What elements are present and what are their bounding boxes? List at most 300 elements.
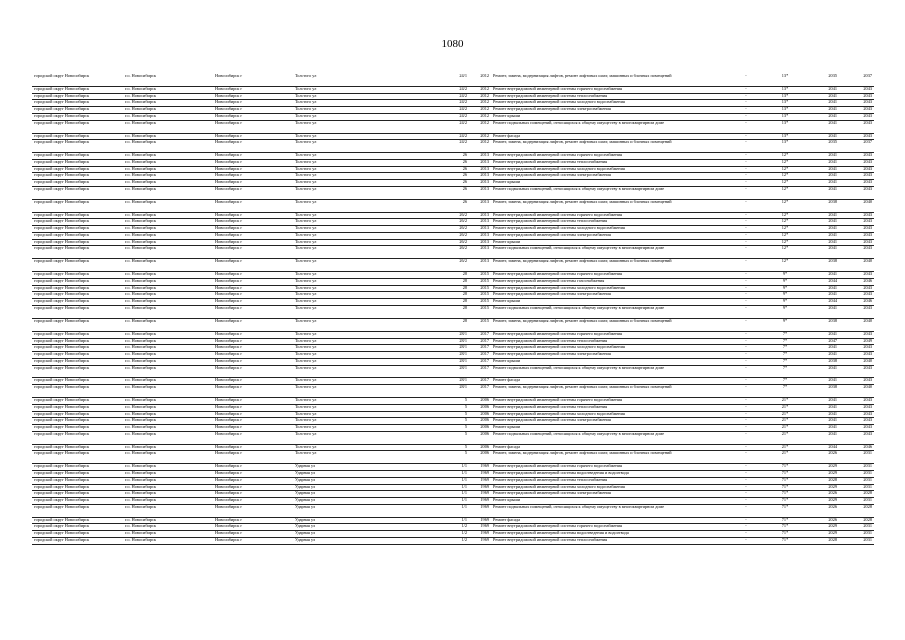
work-type-cell: Ремонт подвальных помещений, относящихся к общему имуществу в многоквартирном доме [491,431,727,444]
build-year-cell: 1969 [469,498,491,505]
street-cell: Толстого ул [293,186,427,199]
wear-percent-cell: 13* [765,120,805,133]
wear-percent-cell: 12* [765,259,805,272]
end-year-cell: 2031 [839,464,874,471]
dash-cell: - [727,107,765,114]
table-row [32,451,874,464]
work-type-cell: Ремонт подвальных помещений, относящихся к общему имуществу в многоквартирном доме [491,365,727,378]
wear-percent-cell: 7* [765,345,805,352]
dash-cell: - [727,239,765,246]
district-cell: городской округ Новосибирск [32,278,123,285]
end-year-cell: 2043 [839,418,874,425]
build-year-cell: 2013 [469,153,491,160]
start-year-cell: 2029 [805,524,839,531]
table-row [32,358,874,365]
build-year-cell: 2017 [469,358,491,365]
district-cell: городской округ Новосибирск [32,431,123,444]
house-number-cell: 28/1 [427,358,469,365]
wear-percent-cell: 12* [765,186,805,199]
municipality-cell: г.о. Новосибирск [123,345,213,352]
house-number-cell: 5 [427,425,469,432]
work-type-cell: Ремонт внутридомовой инженерной системы электроснабжения [491,292,727,299]
house-number-cell: 28 [427,272,469,279]
house-number-cell: 1/1 [427,471,469,478]
house-number-cell: 28 [427,292,469,299]
district-cell: городской округ Новосибирск [32,107,123,114]
district-cell: городской округ Новосибирск [32,120,123,133]
city-cell: Новосибирск г [213,451,293,464]
house-number-cell: 28 [427,318,469,331]
house-number-cell: 1/2 [427,524,469,531]
end-year-cell: 2040 [839,385,874,398]
start-year-cell: 2041 [805,378,839,385]
start-year-cell: 2041 [805,107,839,114]
wear-percent-cell: 21* [765,404,805,411]
wear-percent-cell: 7* [765,352,805,359]
start-year-cell: 2041 [805,120,839,133]
municipality-cell: г.о. Новосибирск [123,491,213,498]
house-number-cell: 5 [427,431,469,444]
district-cell: городской округ Новосибирск [32,232,123,239]
end-year-cell: 2037 [839,140,874,153]
municipality-cell: г.о. Новосибирск [123,113,213,120]
dash-cell: - [727,305,765,318]
build-year-cell: 2012 [469,120,491,133]
city-cell: Новосибирск г [213,272,293,279]
start-year-cell: 2041 [805,232,839,239]
street-cell: Толстого ул [293,107,427,114]
build-year-cell: 2013 [469,212,491,219]
end-year-cell: 2043 [839,186,874,199]
street-cell: Толстого ул [293,226,427,233]
dash-cell: - [727,159,765,166]
house-number-cell: 1/1 [427,477,469,484]
municipality-cell: г.о. Новосибирск [123,173,213,180]
city-cell: Новосибирск г [213,517,293,524]
start-year-cell: 2028 [805,537,839,544]
work-type-cell: Ремонт, замена, модернизация лифтов, ремонт лифтовых шахт, машинных и блочных помещений [491,451,727,464]
start-year-cell: 2029 [805,498,839,505]
table-row [32,166,874,173]
build-year-cell: 2013 [469,166,491,173]
wear-percent-cell: 13* [765,86,805,93]
wear-percent-cell: 21* [765,425,805,432]
house-number-cell: 28/1 [427,331,469,338]
build-year-cell: 1969 [469,504,491,517]
street-cell: Толстого ул [293,431,427,444]
start-year-cell: 2041 [805,305,839,318]
city-cell: Новосибирск г [213,471,293,478]
build-year-cell: 2017 [469,378,491,385]
table-row [32,133,874,140]
street-cell: Ударная ул [293,517,427,524]
city-cell: Новосибирск г [213,278,293,285]
table-row [32,425,874,432]
end-year-cell: 2028 [839,517,874,524]
district-cell: городской округ Новосибирск [32,318,123,331]
table-row [32,180,874,187]
district-cell: городской округ Новосибирск [32,166,123,173]
build-year-cell: 2012 [469,100,491,107]
build-year-cell: 2015 [469,292,491,299]
build-year-cell: 2012 [469,74,491,86]
end-year-cell: 2040 [839,199,874,212]
house-number-cell: 24/2 [427,140,469,153]
district-cell: городской округ Новосибирск [32,498,123,505]
municipality-cell: г.о. Новосибирск [123,524,213,531]
start-year-cell: 2047 [805,338,839,345]
district-cell: городской округ Новосибирск [32,285,123,292]
table-row [32,305,874,318]
end-year-cell: 2043 [839,352,874,359]
table-body [32,74,874,544]
table-row [32,159,874,166]
municipality-cell: г.о. Новосибирск [123,451,213,464]
build-year-cell: 2013 [469,180,491,187]
district-cell: городской округ Новосибирск [32,239,123,246]
table-row [32,464,874,471]
municipality-cell: г.о. Новосибирск [123,365,213,378]
house-number-cell: 28 [427,278,469,285]
end-year-cell: 2043 [839,345,874,352]
district-cell: городской округ Новосибирск [32,491,123,498]
district-cell: городской округ Новосибирск [32,299,123,306]
house-number-cell: 26/2 [427,219,469,226]
street-cell: Ударная ул [293,524,427,531]
work-type-cell: Ремонт фасада [491,133,727,140]
district-cell: городской округ Новосибирск [32,212,123,219]
dash-cell: - [727,180,765,187]
end-year-cell: 2046 [839,278,874,285]
house-number-cell: 26/2 [427,239,469,246]
street-cell: Толстого ул [293,259,427,272]
city-cell: Новосибирск г [213,378,293,385]
city-cell: Новосибирск г [213,86,293,93]
start-year-cell: 2041 [805,365,839,378]
district-cell: городской округ Новосибирск [32,418,123,425]
build-year-cell: 2017 [469,345,491,352]
district-cell: городской округ Новосибирск [32,86,123,93]
start-year-cell: 2041 [805,345,839,352]
work-type-cell: Ремонт внутридомовой инженерной системы горячего водоснабжения [491,272,727,279]
dash-cell: - [727,471,765,478]
start-year-cell: 2041 [805,285,839,292]
street-cell: Толстого ул [293,305,427,318]
street-cell: Толстого ул [293,100,427,107]
build-year-cell: 2012 [469,107,491,114]
start-year-cell: 2041 [805,186,839,199]
dash-cell: - [727,219,765,226]
wear-percent-cell: 71* [765,477,805,484]
build-year-cell: 2013 [469,219,491,226]
city-cell: Новосибирск г [213,246,293,259]
city-cell: Новосибирск г [213,425,293,432]
district-cell: городской округ Новосибирск [32,398,123,405]
end-year-cell: 2040 [839,358,874,365]
start-year-cell: 2038 [805,318,839,331]
work-type-cell: Ремонт, замена, модернизация лифтов, ремонт лифтовых шахт, машинных и блочных помещений [491,199,727,212]
work-type-cell: Ремонт внутридомовой инженерной системы газоснабжения [491,278,727,285]
end-year-cell: 2043 [839,180,874,187]
street-cell: Толстого ул [293,272,427,279]
start-year-cell: 2035 [805,74,839,86]
end-year-cell: 2043 [839,133,874,140]
end-year-cell: 2040 [839,318,874,331]
work-type-cell: Ремонт подвальных помещений, относящихся к общему имуществу в многоквартирном доме [491,120,727,133]
end-year-cell: 2043 [839,411,874,418]
wear-percent-cell: 7* [765,331,805,338]
street-cell: Толстого ул [293,444,427,451]
build-year-cell: 2006 [469,404,491,411]
city-cell: Новосибирск г [213,484,293,491]
wear-percent-cell: 12* [765,226,805,233]
street-cell: Толстого ул [293,365,427,378]
house-number-cell: 24/2 [427,100,469,107]
wear-percent-cell: 21* [765,444,805,451]
work-type-cell: Ремонт внутридомовой инженерной системы электроснабжения [491,352,727,359]
start-year-cell: 2041 [805,411,839,418]
wear-percent-cell: 7* [765,378,805,385]
house-number-cell: 26/2 [427,226,469,233]
start-year-cell: 2038 [805,385,839,398]
start-year-cell: 2041 [805,431,839,444]
table-row [32,378,874,385]
end-year-cell: 2046 [839,444,874,451]
city-cell: Новосибирск г [213,113,293,120]
city-cell: Новосибирск г [213,153,293,160]
house-number-cell: 26/2 [427,232,469,239]
work-type-cell: Ремонт внутридомовой инженерной системы горячего водоснабжения [491,524,727,531]
district-cell: городской округ Новосибирск [32,537,123,544]
city-cell: Новосибирск г [213,186,293,199]
dash-cell: - [727,464,765,471]
street-cell: Толстого ул [293,159,427,166]
city-cell: Новосибирск г [213,299,293,306]
city-cell: Новосибирск г [213,212,293,219]
house-number-cell: 5 [427,404,469,411]
district-cell: городской округ Новосибирск [32,186,123,199]
table-row [32,524,874,531]
district-cell: городской округ Новосибирск [32,385,123,398]
table-row [32,278,874,285]
district-cell: городской округ Новосибирск [32,444,123,451]
house-number-cell: 26/2 [427,246,469,259]
municipality-cell: г.о. Новосибирск [123,305,213,318]
end-year-cell: 2043 [839,246,874,259]
dash-cell: - [727,444,765,451]
wear-percent-cell: 71* [765,491,805,498]
municipality-cell: г.о. Новосибирск [123,166,213,173]
build-year-cell: 1969 [469,537,491,544]
city-cell: Новосибирск г [213,345,293,352]
table-row [32,93,874,100]
district-cell: городской округ Новосибирск [32,113,123,120]
work-type-cell: Ремонт внутридомовой инженерной системы горячего водоснабжения [491,331,727,338]
work-type-cell: Ремонт внутридомовой инженерной системы холодного водоснабжения [491,411,727,418]
street-cell: Толстого ул [293,86,427,93]
wear-percent-cell: 7* [765,338,805,345]
build-year-cell: 2015 [469,278,491,285]
end-year-cell: 2043 [839,378,874,385]
wear-percent-cell: 7* [765,385,805,398]
end-year-cell: 2043 [839,86,874,93]
table-row [32,365,874,378]
municipality-cell: г.о. Новосибирск [123,153,213,160]
city-cell: Новосибирск г [213,199,293,212]
wear-percent-cell: 9* [765,305,805,318]
city-cell: Новосибирск г [213,173,293,180]
dash-cell: - [727,285,765,292]
wear-percent-cell: 21* [765,411,805,418]
wear-percent-cell: 7* [765,365,805,378]
work-type-cell: Ремонт крыши [491,180,727,187]
end-year-cell: 2043 [839,113,874,120]
start-year-cell: 2041 [805,352,839,359]
end-year-cell: 2043 [839,166,874,173]
district-cell: городской округ Новосибирск [32,305,123,318]
work-type-cell: Ремонт внутридомовой инженерной системы горячего водоснабжения [491,212,727,219]
dash-cell: - [727,259,765,272]
work-type-cell: Ремонт крыши [491,358,727,365]
wear-percent-cell: 9* [765,292,805,299]
house-number-cell: 28/1 [427,345,469,352]
house-number-cell: 24/2 [427,120,469,133]
municipality-cell: г.о. Новосибирск [123,352,213,359]
street-cell: Толстого ул [293,451,427,464]
wear-percent-cell: 71* [765,531,805,538]
dash-cell: - [727,491,765,498]
start-year-cell: 2041 [805,292,839,299]
street-cell: Толстого ул [293,285,427,292]
build-year-cell: 2015 [469,305,491,318]
district-cell: городской округ Новосибирск [32,133,123,140]
table-row [32,153,874,160]
wear-percent-cell: 12* [765,232,805,239]
street-cell: Толстого ул [293,246,427,259]
municipality-cell: г.о. Новосибирск [123,232,213,239]
municipality-cell: г.о. Новосибирск [123,471,213,478]
district-cell: городской округ Новосибирск [32,93,123,100]
house-number-cell: 28/1 [427,352,469,359]
start-year-cell: 2026 [805,504,839,517]
work-type-cell: Ремонт внутридомовой инженерной системы теплоснабжения [491,338,727,345]
table-row [32,484,874,491]
end-year-cell: 2043 [839,173,874,180]
dash-cell: - [727,331,765,338]
wear-percent-cell: 71* [765,471,805,478]
house-number-cell: 26 [427,159,469,166]
city-cell: Новосибирск г [213,180,293,187]
dash-cell: - [727,498,765,505]
municipality-cell: г.о. Новосибирск [123,246,213,259]
street-cell: Толстого ул [293,74,427,86]
district-cell: городской округ Новосибирск [32,517,123,524]
municipality-cell: г.о. Новосибирск [123,444,213,451]
district-cell: городской округ Новосибирск [32,292,123,299]
municipality-cell: г.о. Новосибирск [123,292,213,299]
work-type-cell: Ремонт подвальных помещений, относящихся к общему имуществу в многоквартирном доме [491,246,727,259]
street-cell: Ударная ул [293,491,427,498]
street-cell: Толстого ул [293,212,427,219]
table-row [32,120,874,133]
dash-cell: - [727,199,765,212]
wear-percent-cell: 13* [765,74,805,86]
house-number-cell: 28 [427,299,469,306]
work-type-cell: Ремонт подвальных помещений, относящихся к общему имуществу в многоквартирном доме [491,186,727,199]
dash-cell: - [727,232,765,239]
dash-cell: - [727,166,765,173]
house-number-cell: 26 [427,173,469,180]
start-year-cell: 2029 [805,471,839,478]
house-number-cell: 1/1 [427,517,469,524]
city-cell: Новосибирск г [213,537,293,544]
dash-cell: - [727,292,765,299]
build-year-cell: 2015 [469,285,491,292]
dash-cell: - [727,272,765,279]
street-cell: Толстого ул [293,140,427,153]
table-row [32,338,874,345]
build-year-cell: 2017 [469,352,491,359]
house-number-cell: 28/1 [427,385,469,398]
table-row [32,186,874,199]
district-cell: городской округ Новосибирск [32,180,123,187]
end-year-cell: 2043 [839,153,874,160]
table-row [32,352,874,359]
start-year-cell: 2041 [805,226,839,233]
work-type-cell: Ремонт внутридомовой инженерной системы электроснабжения [491,491,727,498]
city-cell: Новосибирск г [213,358,293,365]
table-row [32,431,874,444]
work-type-cell: Ремонт фасада [491,378,727,385]
table-row [32,212,874,219]
end-year-cell: 2043 [839,226,874,233]
work-type-cell: Ремонт крыши [491,498,727,505]
wear-percent-cell: 21* [765,451,805,464]
district-cell: городской округ Новосибирск [32,272,123,279]
municipality-cell: г.о. Новосибирск [123,107,213,114]
city-cell: Новосибирск г [213,285,293,292]
wear-percent-cell: 7* [765,358,805,365]
table-row [32,107,874,114]
work-type-cell: Ремонт внутридомовой инженерной системы электроснабжения [491,232,727,239]
build-year-cell: 1969 [469,484,491,491]
house-number-cell: 1/2 [427,537,469,544]
house-number-cell: 24/1 [427,74,469,86]
table-row [32,259,874,272]
end-year-cell: 2043 [839,404,874,411]
municipality-cell: г.о. Новосибирск [123,464,213,471]
wear-percent-cell: 71* [765,524,805,531]
street-cell: Толстого ул [293,278,427,285]
district-cell: городской округ Новосибирск [32,345,123,352]
house-number-cell: 5 [427,418,469,425]
start-year-cell: 2041 [805,153,839,160]
dash-cell: - [727,100,765,107]
end-year-cell: 2031 [839,531,874,538]
build-year-cell: 2013 [469,259,491,272]
start-year-cell: 2029 [805,531,839,538]
city-cell: Новосибирск г [213,93,293,100]
start-year-cell: 2041 [805,404,839,411]
house-number-cell: 1/1 [427,498,469,505]
build-year-cell: 2017 [469,331,491,338]
street-cell: Ударная ул [293,471,427,478]
end-year-cell: 2043 [839,365,874,378]
dash-cell: - [727,153,765,160]
work-type-cell: Ремонт внутридомовой инженерной системы горячего водоснабжения [491,153,727,160]
build-year-cell: 1969 [469,477,491,484]
municipality-cell: г.о. Новосибирск [123,74,213,86]
